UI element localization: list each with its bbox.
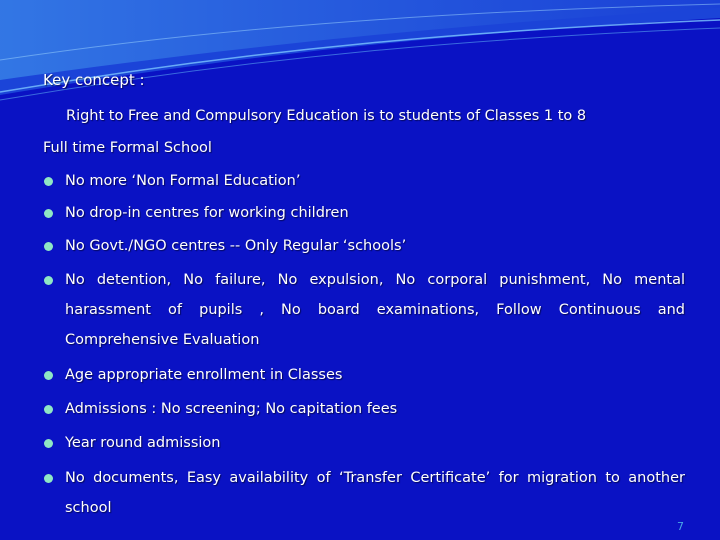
bullet-dot-icon [44, 474, 53, 483]
bullet-dot-icon [44, 209, 53, 218]
bullet-dot-icon [44, 242, 53, 251]
bullet-dot-icon [44, 371, 53, 380]
page-number: 7 [677, 520, 684, 533]
bullet-dot-icon [44, 405, 53, 414]
bullet-dot-icon [44, 276, 53, 285]
key-concept-heading: Key concept : [43, 71, 145, 89]
bullet-text: No detention, No failure, No expulsion, No corporal punishment, No mental harassment of pupils , No board examinations, Follow Continuous and Comprehensive Evaluation [65, 272, 685, 348]
bullet-text: Admissions : No screening; No capitation fees [65, 401, 398, 417]
key-concept-detail: Right to Free and Compulsory Education is to students of Classes 1 to 8 [66, 108, 587, 124]
bullet-text: Year round admission [65, 435, 221, 451]
bullet-text: No Govt./NGO centres -- Only Regular ‘schools’ [65, 238, 407, 254]
bullet-text: No more ‘Non Formal Education’ [65, 173, 301, 189]
bullet-dot-icon [44, 439, 53, 448]
bullet-dot-icon [44, 177, 53, 186]
subheading: Full time Formal School [43, 140, 212, 156]
bullet-text: No drop-in centres for working children [65, 205, 349, 221]
bullet-text: No documents, Easy availability of ‘Transfer Certificate’ for migration to another school [65, 470, 685, 516]
bullet-text: Age appropriate enrollment in Classes [65, 367, 343, 383]
